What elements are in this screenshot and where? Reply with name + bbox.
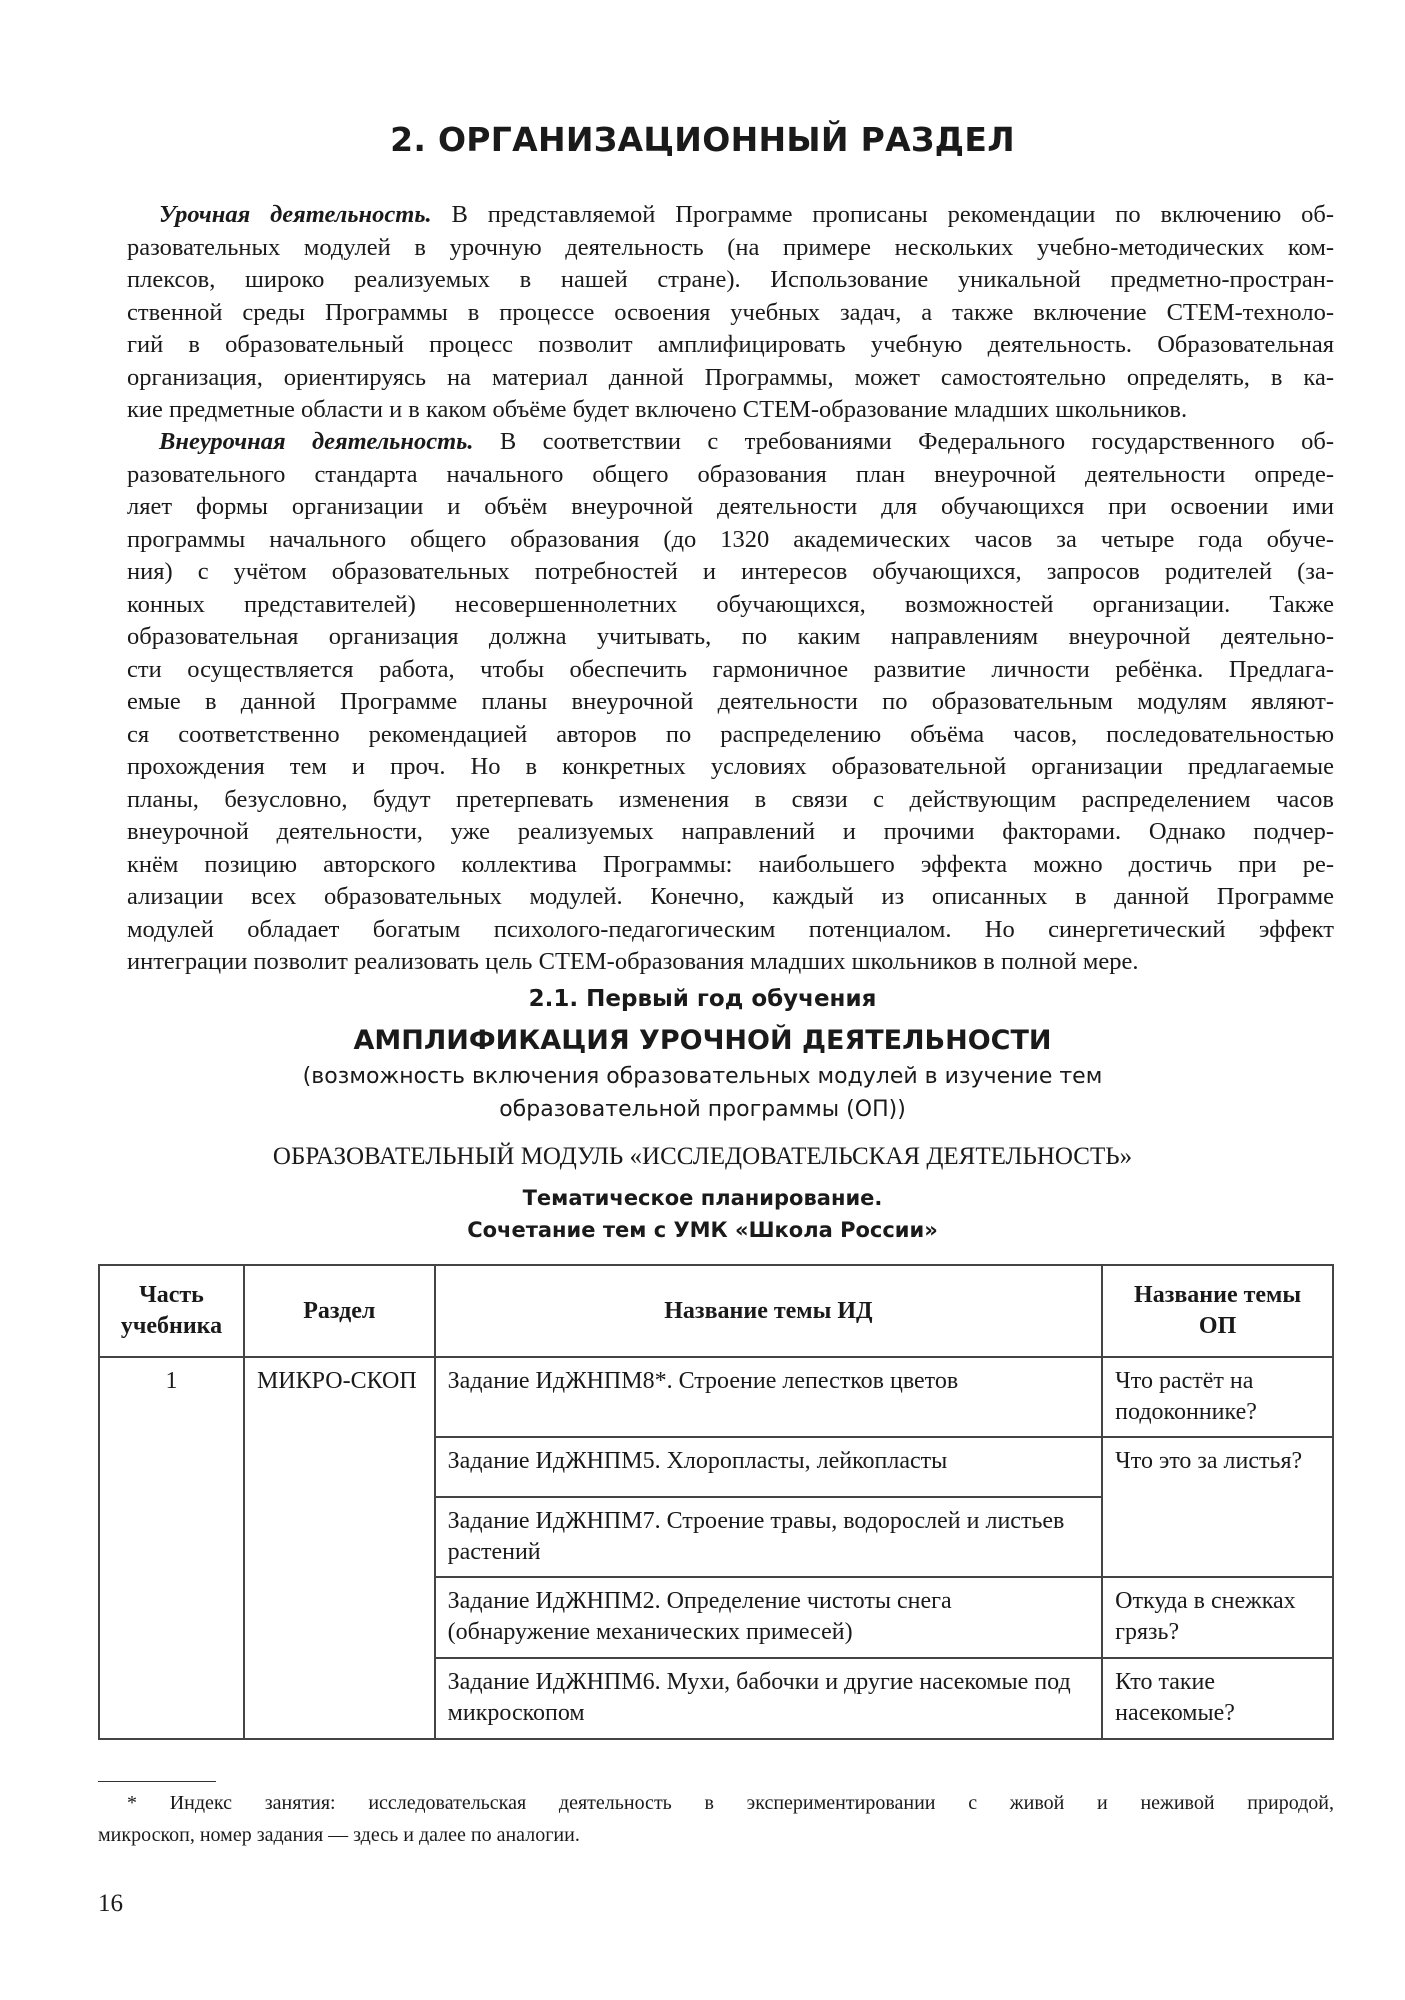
paragraph-line — [159, 428, 1334, 456]
paragraph-line: ляет формы организации и объём внеурочной деятельности для обучающихся при освоении ими — [127, 493, 1334, 520]
paragraph-line: интеграции позволит реализовать цель СТЕМ-образования младших школьников в полной мере. — [127, 948, 1139, 975]
module-heading: ОБРАЗОВАТЕЛЬНЫЙ МОДУЛЬ «ИССЛЕДОВАТЕЛЬСКАЯ ДЕЯТЕЛЬНОСТЬ» — [272, 1143, 1133, 1170]
paragraph-lead: Внеурочная деятельность. — [159, 428, 474, 455]
header-id-topic: Название темы ИД — [435, 1265, 1103, 1357]
part-cell: 1 — [99, 1357, 244, 1739]
paragraph-line: модулей обладает богатым психолого-педагогическим потенциалом. Но синергетический эффект — [127, 915, 1334, 943]
paragraph-line: сти осуществляется работа, чтобы обеспечить гармоничное развитие личности ребёнка. Предлага- — [127, 655, 1334, 683]
paragraph-line: конных представителей) несовершеннолетних обучающихся, возможностей организации. Также — [127, 590, 1334, 618]
paragraph-line: прохождения тем и проч. Но в конкретных условиях образовательной организации предлагаемые — [127, 753, 1334, 780]
op-topic-cell: Что растёт на подоконнике? — [1102, 1357, 1333, 1437]
paragraph-line: организация, ориентируясь на материал данной Программы, может самостоятельно определять, в ка- — [127, 363, 1334, 391]
footnote-line: * Индекс занятия: исследовательская деятельность в экспериментировании с живой и неживой природой, — [127, 1792, 1334, 1814]
paragraph-line: разовательного стандарта начального общего образования план внеурочной деятельности опреде- — [127, 460, 1334, 488]
paragraph-line: ализации всех образовательных модулей. Конечно, каждый из описанных в данной Программе — [127, 883, 1334, 910]
table-header-row — [99, 1265, 1333, 1357]
id-topic-cell: Задание ИдЖНПМ6. Мухи, бабочки и другие насекомые под микроскопом — [435, 1658, 1103, 1739]
paragraph-line: кие предметные области и в каком объёме будет включено СТЕМ-образование младших школьников. — [127, 396, 1188, 423]
paragraph-line: планы, безусловно, будут претерпевать изменения в связи с действующим распределением часов — [127, 785, 1334, 813]
op-topic-cell: Что это за листья? — [1102, 1437, 1333, 1577]
paragraph-line — [159, 201, 1334, 229]
paragraph-line: разовательных модулей в урочную деятельность (на примере нескольких учебно-методических ком- — [127, 233, 1334, 261]
planning-table — [98, 1264, 1334, 1740]
footnote-line: микроскоп, номер задания — здесь и далее по аналогии. — [98, 1824, 580, 1846]
id-topic-cell: Задание ИдЖНПМ2. Определение чистоты снега (обнаружение механических примесей) — [435, 1577, 1103, 1658]
paragraph-line: кнём позицию авторского коллектива Программы: наибольшего эффекта можно достичь при ре- — [127, 850, 1334, 878]
header-part: Часть учебника — [99, 1265, 244, 1357]
section-cell: МИКРО-СКОП — [244, 1357, 435, 1739]
id-topic-cell: Задание ИдЖНПМ8*. Строение лепестков цветов — [435, 1357, 1103, 1437]
table-row — [99, 1357, 1333, 1437]
table-subtitle: Сочетание тем с УМК «Школа России» — [467, 1218, 938, 1242]
chapter-title: 2. ОРГАНИЗАЦИОННЫЙ РАЗДЕЛ — [390, 120, 1015, 159]
paragraph-line: ственной среды Программы в процессе освоения учебных задач, а также включение СТЕМ-техноло- — [127, 298, 1334, 326]
paragraph-text: В соответствии с требованиями Федерального государственного об- — [473, 428, 1334, 455]
id-topic-cell: Задание ИдЖНПМ7. Строение травы, водорослей и листьев растений — [435, 1497, 1103, 1577]
paragraph-lead: Урочная деятельность. — [159, 201, 432, 228]
id-topic-cell: Задание ИдЖНПМ5. Хлоропласты, лейкопласты — [435, 1437, 1103, 1497]
amplification-heading: АМПЛИФИКАЦИЯ УРОЧНОЙ ДЕЯТЕЛЬНОСТИ — [353, 1025, 1052, 1056]
paragraph-line: ния) с учётом образовательных потребностей и интересов обучающихся, запросов родителей (за- — [127, 558, 1334, 585]
footnote-divider — [98, 1781, 216, 1782]
header-section: Раздел — [244, 1265, 435, 1357]
paragraph-text: В представляемой Программе прописаны рекомендации по включению об- — [431, 201, 1334, 228]
amplification-subtitle: образовательной программы (ОП)) — [499, 1097, 906, 1122]
op-topic-cell: Откуда в снежках грязь? — [1102, 1577, 1333, 1658]
header-op-topic: Название темы ОП — [1102, 1265, 1333, 1357]
section-heading: 2.1. Первый год обучения — [528, 986, 877, 1012]
paragraph-line: гий в образовательный процесс позволит амплифицировать учебную деятельность. Образовательная — [127, 331, 1334, 358]
paragraph-line: плексов, широко реализуемых в нашей стране). Использование уникальной предметно-простран- — [127, 266, 1334, 293]
page-number: 16 — [98, 1890, 123, 1917]
paragraph-line: емые в данной Программе планы внеурочной деятельности по образовательным модулям являют- — [127, 688, 1334, 715]
paragraph-line: ся соответственно рекомендацией авторов по распределению объёма часов, последовательностью — [127, 720, 1334, 748]
table-title: Тематическое планирование. — [522, 1186, 883, 1210]
paragraph-line: внеурочной деятельности, уже реализуемых направлений и прочими факторами. Однако подчер- — [127, 818, 1334, 845]
op-topic-cell: Кто такие насекомые? — [1102, 1658, 1333, 1739]
paragraph-line: программы начального общего образования (до 1320 академических часов за четыре года обуче- — [127, 525, 1334, 553]
amplification-subtitle: (возможность включения образовательных модулей в изучение тем — [302, 1064, 1103, 1089]
paragraph-line: образовательная организация должна учитывать, по каким направлениям внеурочной деятельно- — [127, 623, 1334, 650]
